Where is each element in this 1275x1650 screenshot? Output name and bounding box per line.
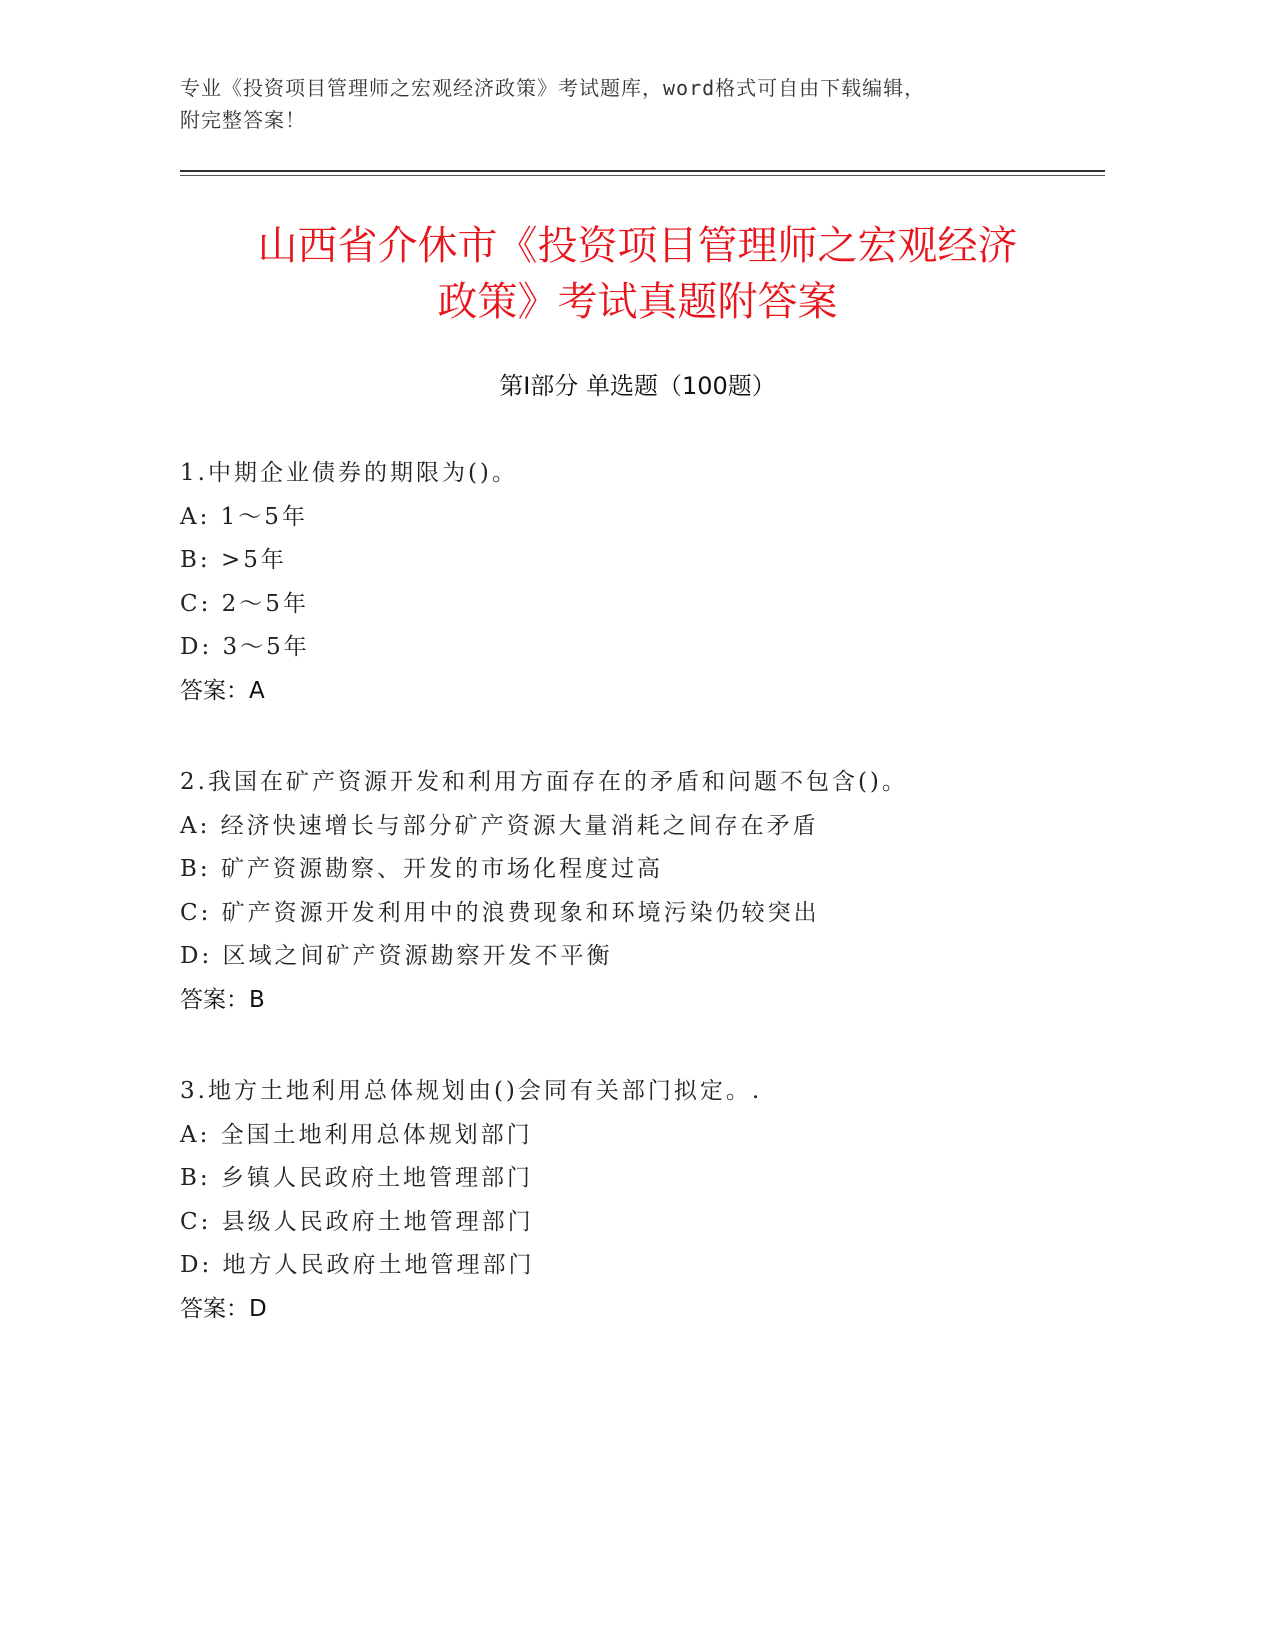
option-text: 经济快速增长与部分矿产资源大量消耗之间存在矛盾: [220, 812, 819, 839]
question-1: [180, 452, 1100, 713]
option-label: B:: [180, 856, 211, 882]
answer: 答案：A: [180, 677, 265, 704]
question-2: [180, 761, 1100, 1022]
option-b: [180, 1157, 1100, 1201]
question-list: [180, 452, 1100, 1379]
option-text: 区域之间矿产资源勘察开发不平衡: [222, 943, 613, 969]
option-b: [180, 848, 1100, 892]
header-note-line-1: 专业《投资项目管理师之宏观经济政策》考试题库，word格式可自由下载编辑，: [180, 76, 926, 100]
option-label: B:: [180, 547, 211, 573]
option-a: [180, 496, 1100, 540]
header-note: [180, 72, 1100, 136]
option-text: 矿产资源勘察、开发的市场化程度过高: [220, 856, 663, 882]
option-text: 3～5年: [222, 634, 310, 660]
question-stem: 2.我国在矿产资源开发和利用方面存在的矛盾和问题不包含()。: [180, 769, 908, 795]
header-divider-thin: [180, 175, 1105, 176]
question-stem: 1.中期企业债券的期限为()。: [180, 460, 518, 486]
option-d: [180, 935, 1100, 979]
document-title-line-1: 山西省介休市《投资项目管理师之宏观经济: [257, 223, 1018, 269]
section-title: 第Ⅰ部分 单选题（100题）: [499, 372, 776, 400]
option-text: 乡镇人民政府土地管理部门: [220, 1165, 533, 1191]
option-label: A:: [180, 812, 211, 839]
option-c: [180, 583, 1100, 627]
option-text: 县级人民政府土地管理部门: [221, 1208, 534, 1235]
option-label: D:: [180, 634, 213, 660]
option-label: A:: [180, 503, 211, 530]
document-title: [160, 218, 1115, 330]
option-label: B:: [180, 1165, 211, 1191]
answer: 答案：B: [180, 986, 265, 1013]
option-text: >5年: [220, 547, 287, 573]
option-c: [180, 1201, 1100, 1245]
option-d: [180, 1244, 1100, 1288]
answer: 答案：D: [180, 1295, 267, 1322]
option-text: 地方人民政府土地管理部门: [222, 1252, 535, 1278]
header-divider-thick: [180, 170, 1105, 172]
option-d: [180, 626, 1100, 670]
option-label: C:: [180, 1208, 212, 1235]
option-label: C:: [180, 899, 212, 926]
question-stem: 3.地方土地利用总体规划由()会同有关部门拟定。.: [180, 1078, 763, 1104]
header-note-line-2: 附完整答案！: [180, 108, 306, 132]
option-label: D:: [180, 1252, 213, 1278]
document-title-line-2: 政策》考试真题附答案: [437, 279, 838, 325]
option-a: [180, 805, 1100, 849]
option-label: C:: [180, 590, 212, 617]
option-text: 1～5年: [220, 503, 308, 530]
option-c: [180, 892, 1100, 936]
option-text: 矿产资源开发利用中的浪费现象和环境污染仍较突出: [221, 899, 820, 926]
option-text: 全国土地利用总体规划部门: [220, 1121, 533, 1148]
option-b: [180, 539, 1100, 583]
option-label: A:: [180, 1121, 211, 1148]
option-a: [180, 1114, 1100, 1158]
option-label: D:: [180, 943, 213, 969]
question-3: [180, 1070, 1100, 1331]
option-text: 2～5年: [221, 590, 309, 617]
